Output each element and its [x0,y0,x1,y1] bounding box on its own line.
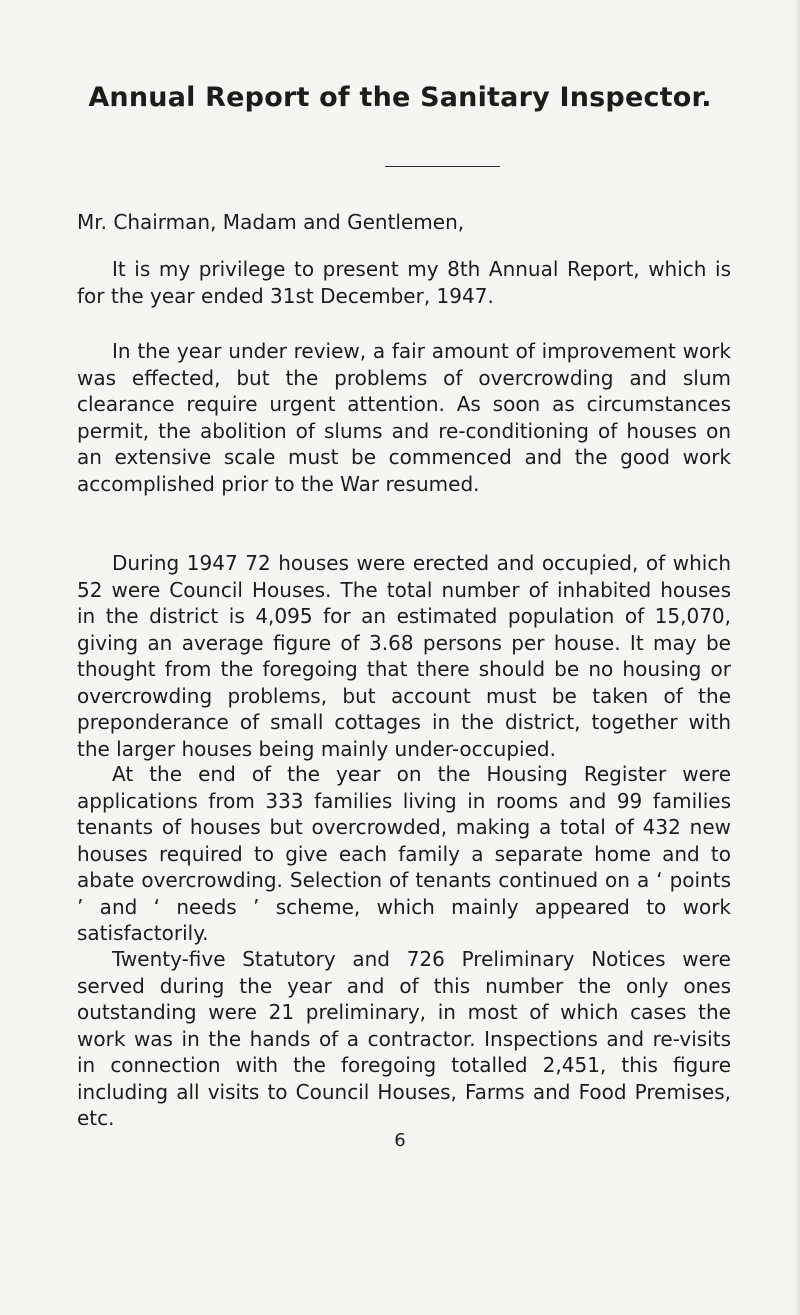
salutation: Mr. Chairman, Madam and Gentlemen, [77,210,465,234]
paragraph-housing-register: At the end of the year on the Housing Register were applications from 333 families living in rooms and 99 families tenants of houses but overcrowded, making a total of 432 new houses required to give each family a separate home and to abate overcrowding. Selection of tenants continued on a ‘ points ’ and ‘ needs ’ scheme, which mainly appeared to work satisfactorily. [77,762,731,945]
paragraph-housing-statistics: During 1947 72 houses were erected and occupied, of which 52 were Council Houses. The total number of inhabited houses in the district is 4,095 for an estimated population of 15,070, giving an average figure of 3.68 persons per house. It may be thought from the foregoing that there should be no housing or overcrowding problems, but account must be taken of the preponderance of small cottages in the district, together with the larger houses being mainly under-occupied. [77,551,731,761]
title-divider [385,166,500,167]
paragraph-report-intro: It is my privilege to present my 8th Annual Report, which is for the year ended 31st December, 1947. [77,257,731,308]
paragraph-improvement-work: In the year under review, a fair amount of improvement work was effected, but the problems of overcrowding and slum clearance require urgent attention. As soon as circumstances permit, the abolition of slums and re-conditioning of houses on an extensive scale must be commenced and the good work accomplished prior to the War resumed. [77,339,731,496]
report-title: Annual Report of the Sanitary Inspector. [88,82,712,113]
paragraph-notices-inspections: Twenty-five Statutory and 726 Preliminary Notices were served during the year and of this number the only ones outstanding were 21 preliminary, in most of which cases the work was in the hands of a contractor. Inspections and re-visits in connection with the foregoing totalled 2,451, this figure including all visits to Council Houses, Farms and Food Premises, etc. [77,947,731,1130]
page-number: 6 [394,1130,406,1151]
page-edge [794,0,800,1315]
